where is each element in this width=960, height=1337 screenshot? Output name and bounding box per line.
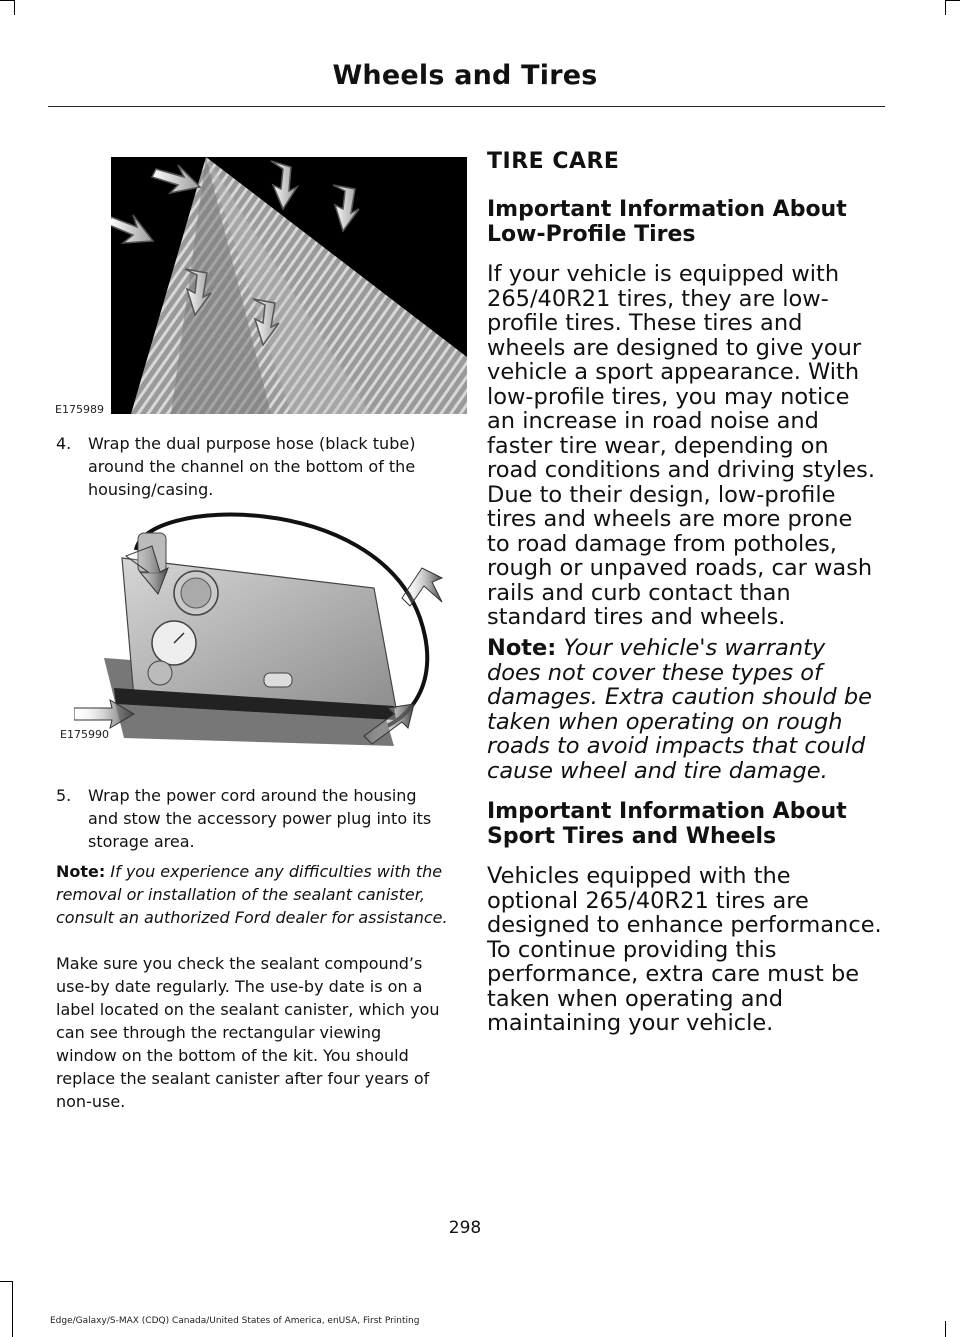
body-paragraph: Vehicles equipped with the optional 265/40R21 tires are designed to enhance performance. To continue providing this performance, extra care must be taken when operating and maintaining your vehicle. [487,863,882,1036]
crop-mark [12,1281,13,1337]
crop-mark [945,0,946,15]
figure-label: E175989 [55,403,104,416]
note-label: Note: [487,635,557,661]
crop-mark [0,0,15,1]
crop-mark [0,1281,12,1282]
step-text: Wrap the power cord around the housing and stow the accessory power plug into its storage area. [88,786,432,851]
step-number: 4. [56,434,72,453]
subsection-heading: Important Information About Sport Tires and Wheels [487,799,847,849]
crop-mark [945,1321,946,1337]
body-paragraph: Make sure you check the sealant compound’s use-by date regularly. The use-by date is on a label located on the sealant canister, which you can see through the rectangular viewing window on the bottom of the kit. You should replace the sealant canister after four years of non-use. [56,954,440,1111]
note-paragraph [56,860,449,929]
note-paragraph [487,636,882,783]
step-5 [56,784,449,853]
crop-mark [14,0,15,15]
page-title: Wheels and Tires [332,60,598,91]
step-4 [56,432,449,501]
section-heading: TIRE CARE [487,149,620,174]
note-text: Your vehicle's warranty does not cover these types of damages. Extra caution should be taken when operating on rough roads to avoid impacts that could cause wheel and tire damage. [487,635,872,784]
figure-e175989 [111,157,467,414]
footer-edition: Edge/Galaxy/S-MAX (CDQ) Canada/United States of America, enUSA, First Printing [50,1316,420,1326]
step-text: Wrap the dual purpose hose (black tube) around the channel on the bottom of the housing/casing. [88,434,416,499]
subsection-heading: Important Information About Low-Profile Tires [487,197,847,247]
figure-e175990 [74,498,467,748]
compressor-kit-illustration [74,498,467,748]
figure-label: E175990 [60,728,109,741]
step-number: 5. [56,786,72,805]
header-divider [48,106,885,107]
body-paragraph: If your vehicle is equipped with 265/40R21 tires, they are low-profile tires. These tires and wheels are designed to give your vehicle a sport appearance. With low-profile tires, you may notice an increase in road noise and faster tire wear, depending on road conditions and driving styles. Due to their design, low-profile tires and wheels are more prone to road damage from potholes, rough or unpaved roads, car wash rails and curb contact than standard tires and wheels. [487,261,876,630]
crop-mark [945,0,960,1]
note-label: Note: [56,862,106,881]
hose-channel-illustration [111,157,467,414]
note-text: If you experience any difficulties with the removal or installation of the sealant canister, consult an authorized Ford dealer for assistance. [56,862,448,927]
page-number: 298 [448,1218,482,1238]
